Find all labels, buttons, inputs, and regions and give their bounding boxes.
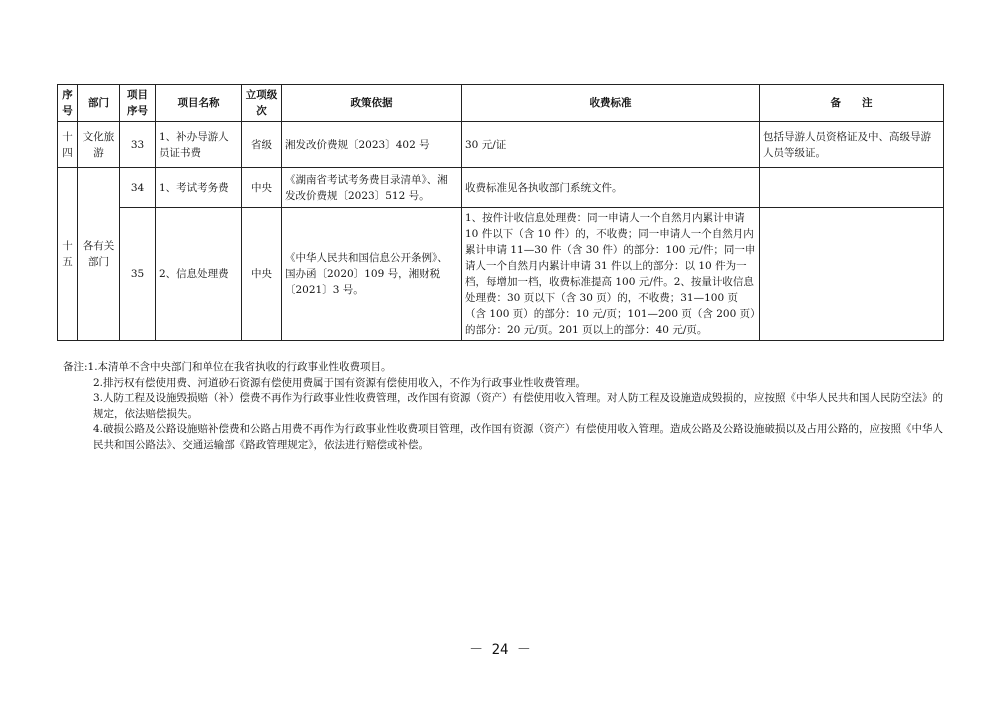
cell-remark [760, 168, 944, 208]
cell-standard: 1、按件计收信息处理费：同一申请人一个自然月内累计申请 10 件以下（含 10 件）的，不收费；同一申请人一个自然月内累计申请 11—30 件（含 30 件）的部分：100 元/件；同一申请人一个自然月内累计申请 31 件以上的部分：以 10 件为一档，每增加一档，收费标准提高 100 元/件。2、按量计收信息处理费：30 页以下（含 30 页）的，不收费；31—100 页（含 100 页）的部分：10 元/页；101—200 页（含 200 页）的部分：20 元/页。201 页以上的部分：40 元/页。 [462, 208, 760, 341]
cell-policy: 《湖南省考试考务费目录清单》、湘发改价费规〔2023〕512 号。 [282, 168, 462, 208]
cell-dept: 文化旅游 [78, 122, 120, 168]
header-seq: 序号 [58, 85, 78, 122]
header-remark: 备 注 [760, 85, 944, 122]
cell-remark [760, 208, 944, 341]
cell-standard: 30 元/证 [462, 122, 760, 168]
note-1: 备注:1.本清单不含中央部门和单位在我省执收的行政事业性收费项目。 [63, 361, 392, 373]
fee-table [57, 84, 944, 341]
cell-policy: 《中华人民共和国信息公开条例》、国办函〔2020〕109 号，湘财税〔2021〕3 号。 [282, 208, 462, 341]
page-number: － 24 － [469, 642, 531, 658]
cell-standard: 收费标准见各执收部门系统文件。 [462, 168, 760, 208]
table-row [58, 208, 944, 341]
notes-section [63, 360, 943, 453]
header-standard: 收费标准 [462, 85, 760, 122]
header-row [58, 85, 944, 122]
cell-level: 中央 [242, 168, 282, 208]
note-3: 3.人防工程及设施毁损赔（补）偿费不再作为行政事业性收费管理，改作国有资源（资产）有偿使用收入管理。对人防工程及设施造成毁损的，应按照《中华人民共和国人民防空法》的规定，依法赔偿损失。 [93, 392, 944, 420]
header-item-name: 项目名称 [156, 85, 242, 122]
header-item-no: 项目序号 [120, 85, 156, 122]
cell-seq: 十五 [58, 168, 78, 341]
note-4: 4.破损公路及公路设施赔补偿费和公路占用费不再作为行政事业性收费项目管理，改作国有资源（资产）有偿使用收入管理。造成公路及公路设施破损以及占用公路的，应按照《中华人民共和国公路法》、交通运输部《路政管理规定》，依法进行赔偿或补偿。 [93, 423, 944, 451]
cell-item-no: 34 [120, 168, 156, 208]
cell-item-no: 35 [120, 208, 156, 341]
cell-item-no: 33 [120, 122, 156, 168]
cell-seq: 十四 [58, 122, 78, 168]
cell-item-name: 1、补办导游人员证书费 [156, 122, 242, 168]
header-policy: 政策依据 [282, 85, 462, 122]
cell-level: 中央 [242, 208, 282, 341]
note-2: 2.排污权有偿使用费、河道砂石资源有偿使用费属于国有资源有偿使用收入，不作为行政事业性收费管理。 [93, 376, 587, 389]
cell-policy: 湘发改价费规〔2023〕402 号 [282, 122, 462, 168]
cell-level: 省级 [242, 122, 282, 168]
table-row [58, 168, 944, 208]
table-row [58, 122, 944, 168]
cell-item-name: 1、考试考务费 [156, 168, 242, 208]
cell-dept: 各有关部门 [78, 168, 120, 341]
cell-remark: 包括导游人员资格证及中、高级导游人员等级证。 [760, 122, 944, 168]
cell-item-name: 2、信息处理费 [156, 208, 242, 341]
header-dept: 部门 [78, 85, 120, 122]
header-level: 立项级次 [242, 85, 282, 122]
